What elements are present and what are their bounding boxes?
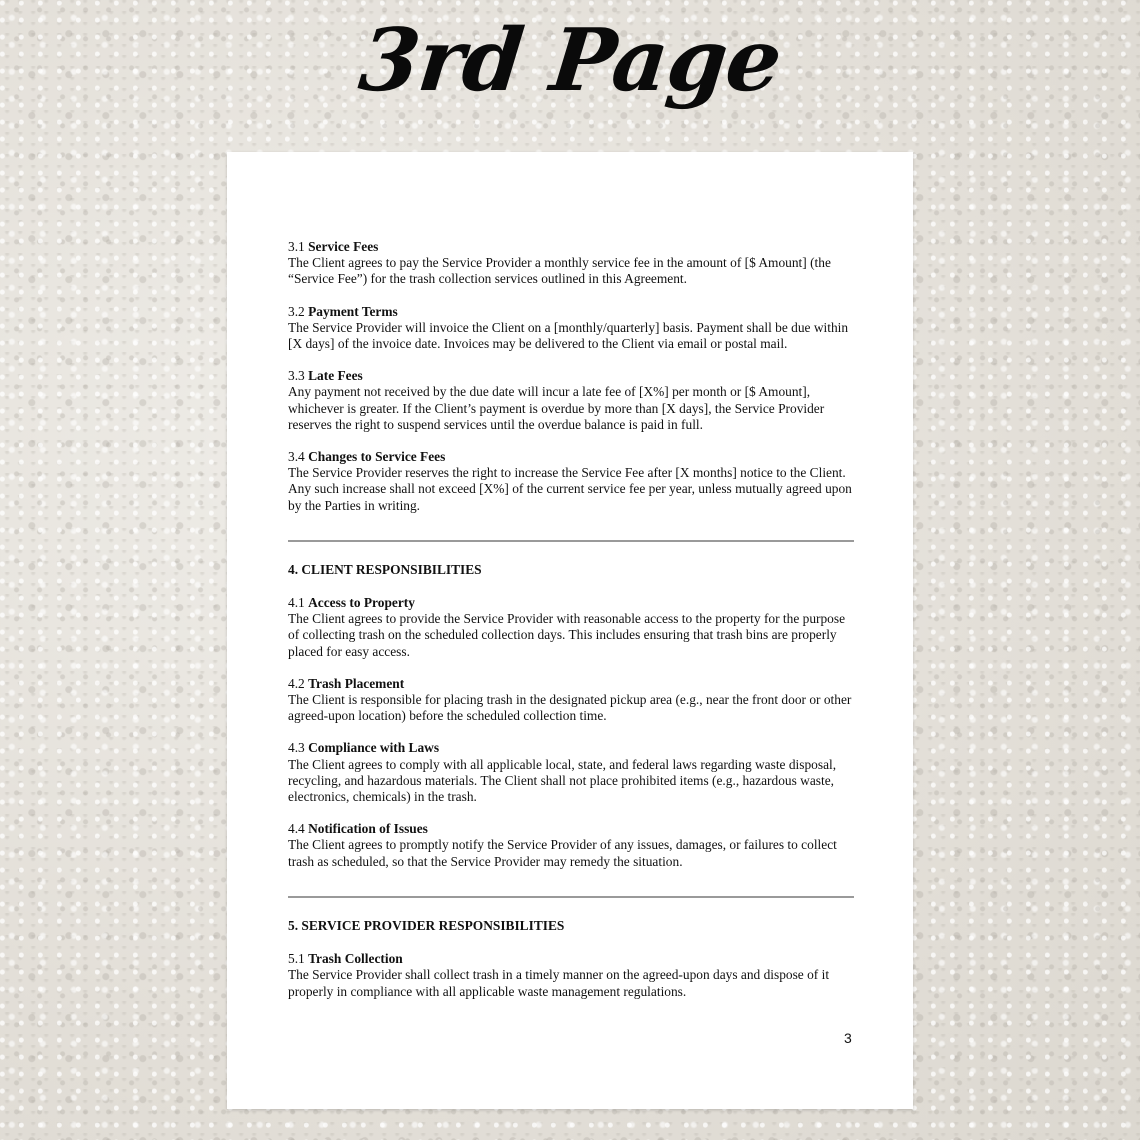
- clause-body: The Client agrees to provide the Service Provider with reasonable access to the property for the purpose of collecting trash on the scheduled collection days. This includes ensuring that trash bins are properly placed for easy access.: [288, 611, 846, 659]
- clause-number: 5.1: [288, 951, 305, 967]
- clause-title: Access to Property: [308, 595, 415, 611]
- section-heading-service-provider-responsibilities: 5. SERVICE PROVIDER RESPONSIBILITIES: [288, 917, 565, 933]
- clause-4-1: [288, 595, 854, 660]
- section-divider: [288, 540, 854, 542]
- section-heading-client-responsibilities: 4. CLIENT RESPONSIBILITIES: [288, 561, 482, 577]
- clause-3-3: [288, 368, 854, 433]
- clause-5-1: [288, 951, 854, 1000]
- clause-body: The Client is responsible for placing trash in the designated pickup area (e.g., near the front door or other agreed-upon location) before the scheduled collection time.: [288, 692, 852, 724]
- clause-number: 4.3: [288, 740, 305, 756]
- section-divider: [288, 896, 854, 898]
- clause-body: The Client agrees to promptly notify the Service Provider of any issues, damages, or failures to collect trash as scheduled, so that the Service Provider may remedy the situation.: [288, 837, 837, 869]
- clause-body: Any payment not received by the due date will incur a late fee of [X%] per month or [$ Amount], whichever is greater. If the Client’s payment is overdue by more than [X days], the Service Provider reserves the right to suspend services until the overdue balance is paid in full.: [288, 384, 825, 432]
- clause-title: Service Fees: [308, 239, 379, 254]
- clause-body: The Client agrees to pay the Service Provider a monthly service fee in the amount of [$ Amount] (the “Service Fee”) for the trash collection services outlined in this Agreement.: [288, 255, 831, 287]
- clause-title: Notification of Issues: [308, 821, 428, 837]
- document-page: [227, 152, 913, 1109]
- clause-title: Trash Placement: [308, 675, 405, 691]
- clause-4-3: [288, 740, 854, 805]
- page-heading-script-title: 3rd Page: [354, 10, 786, 111]
- clause-4-4: [288, 821, 854, 870]
- clause-number: 3.1: [288, 239, 305, 254]
- clause-title: Trash Collection: [308, 951, 403, 967]
- clause-body: The Service Provider will invoice the Client on a [monthly/quarterly] basis. Payment shall be due within [X days] of the invoice date. Invoices may be delivered to the Client via email or postal mail.: [288, 319, 849, 352]
- clause-number: 4.1: [288, 595, 305, 611]
- clause-number: 3.2: [288, 303, 305, 319]
- clause-number: 3.4: [288, 449, 305, 465]
- clause-number: 3.3: [288, 368, 305, 384]
- clause-title: Compliance with Laws: [308, 740, 440, 756]
- clause-number: 4.2: [288, 675, 305, 691]
- page-number: 3: [844, 1030, 852, 1046]
- document-content: [288, 239, 854, 1016]
- clause-number: 4.4: [288, 821, 305, 837]
- clause-title: Late Fees: [308, 368, 363, 384]
- clause-body: The Client agrees to comply with all applicable local, state, and federal laws regarding waste disposal, recycling, and hazardous materials. The Client shall not place prohibited items (e.g., hazardous waste, electronics, chemicals) in the trash.: [288, 756, 837, 805]
- clause-3-4: [288, 449, 854, 514]
- clause-title: Changes to Service Fees: [308, 449, 446, 465]
- clause-4-2: [288, 676, 854, 725]
- clause-body: The Service Provider reserves the right to increase the Service Fee after [X months] notice to the Client. Any such increase shall not exceed [X%] of the current service fee per year, unless mutually agreed upon by the Parties in writing.: [288, 465, 852, 513]
- clause-3-1: [288, 239, 854, 288]
- clause-body: The Service Provider shall collect trash in a timely manner on the agreed-upon days and dispose of it properly in compliance with all applicable waste management regulations.: [288, 967, 830, 999]
- clause-3-2: [288, 304, 854, 353]
- clause-title: Payment Terms: [308, 303, 398, 319]
